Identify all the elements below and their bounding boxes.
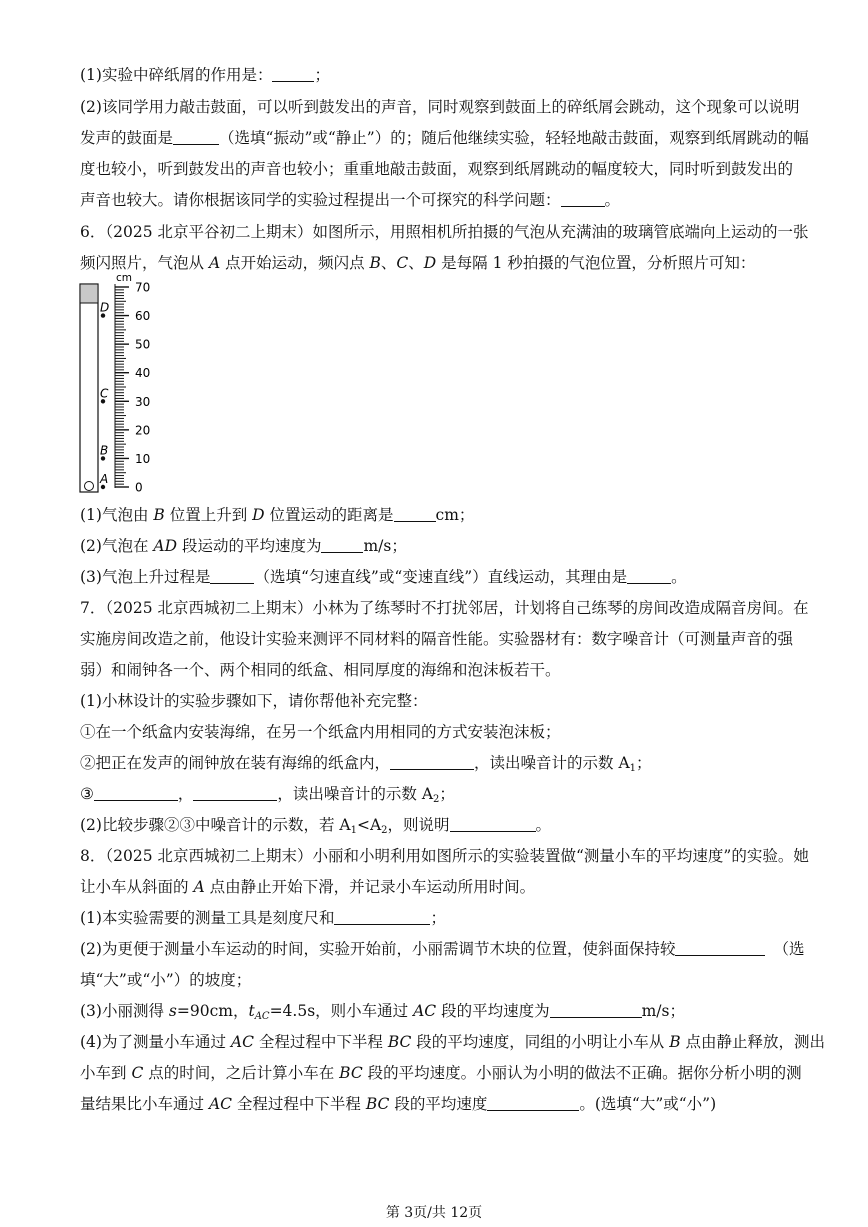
text: (1)气泡由 bbox=[80, 506, 154, 524]
text: （选填“匀速直线”或“变速直线”）直线运动，其理由是 bbox=[254, 568, 628, 586]
point-label: B bbox=[369, 254, 381, 272]
answer-blank[interactable] bbox=[390, 754, 474, 770]
text: 、 bbox=[408, 254, 424, 272]
answer-blank[interactable] bbox=[550, 1002, 642, 1018]
text: ； bbox=[439, 785, 455, 803]
answer-blank[interactable] bbox=[627, 568, 671, 584]
q8-sub2-line1 bbox=[80, 939, 804, 959]
q7-step1: ①在一个纸盒内安装海绵，在另一个纸盒内用相同的方式安装泡沫板； bbox=[80, 723, 561, 741]
ruler-tick-label: 70 bbox=[135, 280, 151, 295]
text: m/s； bbox=[363, 537, 407, 555]
ruler-tick-label: 30 bbox=[135, 394, 151, 409]
text: 小车到 bbox=[80, 1064, 132, 1082]
q6-stem-line2 bbox=[80, 253, 755, 273]
q5-part2-line1: (2)该同学用力敲击鼓面，可以听到鼓发出的声音，同时观察到鼓面上的碎纸屑会跳动，这个现象可以说明 bbox=[80, 98, 800, 116]
answer-blank[interactable] bbox=[675, 940, 765, 956]
text: ； bbox=[430, 909, 446, 927]
answer-blank[interactable] bbox=[272, 66, 314, 82]
text: (4)为了测量小车通过 bbox=[80, 1033, 231, 1051]
answer-blank[interactable] bbox=[94, 785, 178, 801]
text: 段的平均速度为 bbox=[436, 1002, 550, 1020]
ruler-tick-label: 10 bbox=[135, 451, 151, 466]
q6-sub2 bbox=[80, 536, 407, 556]
q8-stem-line2 bbox=[80, 877, 535, 897]
q6-sub1 bbox=[80, 505, 474, 525]
bubble-tube-figure bbox=[70, 266, 180, 496]
text: <A bbox=[356, 816, 382, 834]
segment-label: BC bbox=[339, 1064, 363, 1082]
point-label: B bbox=[153, 506, 165, 524]
point-label: A bbox=[208, 254, 221, 272]
glass-tube bbox=[80, 284, 98, 492]
q7-stem-line2: 实施房间改造之前，他设计实验来测评不同材料的隔音性能。实验器材有：数字噪音计（可测量声音的强 bbox=[80, 630, 794, 648]
subscript: AC bbox=[254, 1011, 270, 1022]
point-label: C bbox=[396, 254, 409, 272]
q8-sub4-line2 bbox=[80, 1063, 802, 1083]
text: 发声的鼓面是 bbox=[80, 129, 174, 147]
ruler-tick-label: 60 bbox=[135, 309, 151, 324]
point-label: A bbox=[193, 878, 205, 896]
text: 。(选填“大”或“小”) bbox=[579, 1095, 717, 1113]
text: 点开始运动，频闪点 bbox=[220, 254, 370, 272]
segment-label: AC bbox=[208, 1095, 232, 1113]
q5-part2-line4 bbox=[80, 190, 620, 210]
text: 段的平均速度，同组的小明让小车从 bbox=[411, 1033, 670, 1051]
answer-blank[interactable] bbox=[173, 129, 219, 145]
text: m/s； bbox=[641, 1002, 685, 1020]
text: (1)本实验需要的测量工具是刻度尺和 bbox=[80, 909, 335, 927]
text: 让小车从斜面的 bbox=[80, 878, 194, 896]
text: 。 bbox=[604, 191, 621, 209]
text: 频闪照片，气泡从 bbox=[80, 254, 209, 272]
bubble-point-label: B bbox=[100, 443, 109, 458]
text: ， bbox=[177, 785, 194, 803]
q8-sub1 bbox=[80, 908, 446, 928]
text: 位置运动的距离是 bbox=[264, 506, 394, 524]
ruler-tick-label: 50 bbox=[135, 337, 151, 352]
segment-label: AD bbox=[153, 537, 178, 555]
subscript: 2 bbox=[381, 825, 388, 836]
symbol: t bbox=[248, 1002, 255, 1020]
subscript: 1 bbox=[350, 825, 357, 836]
answer-blank[interactable] bbox=[561, 191, 605, 207]
tube-top-gray bbox=[81, 285, 98, 303]
answer-blank[interactable] bbox=[334, 909, 430, 925]
ruler-ticks bbox=[115, 287, 129, 487]
ruler-tick-label: 0 bbox=[135, 480, 143, 495]
text: 是每隔 1 秒拍摄的气泡位置，分析照片可知： bbox=[436, 254, 756, 272]
subscript: 2 bbox=[433, 794, 440, 805]
q7-step2 bbox=[80, 753, 652, 773]
subscript: 1 bbox=[629, 763, 637, 774]
symbol: s bbox=[168, 1002, 177, 1020]
segment-label: AC bbox=[413, 1002, 437, 1020]
q5-part1-end: ； bbox=[314, 66, 330, 84]
text: ，则说明 bbox=[387, 816, 450, 834]
q7-part1: (1)小林设计的实验步骤如下，请你帮他补充完整： bbox=[80, 692, 428, 710]
segment-label: AC bbox=[230, 1033, 254, 1051]
bubble-point-label: A bbox=[100, 472, 109, 486]
q8-sub3 bbox=[80, 1001, 685, 1021]
text: （选 bbox=[773, 940, 805, 958]
text: ； bbox=[636, 754, 652, 772]
text: 全程过程中下半程 bbox=[253, 1033, 388, 1051]
q8-stem-line1: 8．（2025 北京西城初二上期末）小丽和小明利用如图所示的实验装置做“测量小车的平均速度”的实验。她 bbox=[80, 847, 809, 865]
q5-part1 bbox=[80, 65, 330, 85]
text: (3)气泡上升过程是 bbox=[80, 568, 211, 586]
ruler-labels bbox=[135, 281, 150, 495]
text: 点由静止开始下滑，并记录小车运动所用时间。 bbox=[204, 878, 536, 896]
text: 段的平均速度。小丽认为小明的做法不正确。据你分析小明的测 bbox=[362, 1064, 802, 1082]
text: 段的平均速度 bbox=[389, 1095, 488, 1113]
text: (3)小丽测得 bbox=[80, 1002, 169, 1020]
q5-part2-line3: 度也较小，听到鼓发出的声音也较小；重重地敲击鼓面，观察到纸屑跳动的幅度较大，同时听到鼓发出的 bbox=[80, 160, 794, 178]
text: 位置上升到 bbox=[164, 506, 253, 524]
q7-stem-line3: 弱）和闹钟各一个、两个相同的纸盒、相同厚度的海绵和泡沫板若干。 bbox=[80, 661, 561, 679]
q7-stem-line1: 7．（2025 北京西城初二上期末）小林为了练琴时不打扰邻居，计划将自己练琴的房间改造成隔音房间。在 bbox=[80, 599, 809, 617]
q7-part2 bbox=[80, 815, 551, 835]
text: (2)比较步骤②③中噪音计的示数，若 A bbox=[80, 816, 351, 834]
text: 量结果比小车通过 bbox=[80, 1095, 209, 1113]
text: 。 bbox=[535, 816, 552, 834]
q5-part1-text: (1)实验中碎纸屑的作用是： bbox=[80, 66, 273, 84]
text: cm； bbox=[435, 506, 475, 524]
q8-sub4-line3 bbox=[80, 1094, 716, 1114]
q7-step3 bbox=[80, 784, 455, 804]
q6-sub3 bbox=[80, 567, 687, 587]
text: 、 bbox=[380, 254, 397, 272]
answer-blank[interactable] bbox=[193, 785, 277, 801]
text: ②把正在发声的闹钟放在装有海绵的纸盒内， bbox=[80, 754, 391, 772]
text: 声音也较大。请你根据该同学的实验过程提出一个可探究的科学问题： bbox=[80, 191, 561, 209]
text: （选填“振动”或“静止”）的；随后他继续实验，轻轻地敲击鼓面，观察到纸屑跳动的幅 bbox=[219, 129, 809, 147]
text: 。 bbox=[671, 568, 687, 586]
segment-label: BC bbox=[365, 1095, 390, 1113]
text: ，读出噪音计的示数 A bbox=[277, 785, 434, 803]
text: ，读出噪音计的示数 A bbox=[474, 754, 630, 772]
point-label: B bbox=[669, 1033, 681, 1051]
text: 点由静止释放，测出 bbox=[680, 1033, 826, 1051]
text: ③ bbox=[80, 785, 94, 803]
q8-sub4-line1 bbox=[80, 1032, 825, 1052]
answer-blank[interactable] bbox=[321, 537, 363, 553]
bubble-point-label: D bbox=[100, 300, 110, 315]
bubble-point-label: C bbox=[100, 386, 109, 401]
point-label: D bbox=[423, 254, 437, 272]
q6-stem-line1: 6．（2025 北京平谷初二上期末）如图所示，用照相机所拍摄的气泡从充满油的玻璃管底端向上运动的一张 bbox=[80, 223, 809, 241]
ruler-tick-label: 40 bbox=[135, 366, 151, 381]
answer-blank[interactable] bbox=[450, 816, 536, 832]
segment-label: BC bbox=[387, 1033, 412, 1051]
text: 段运动的平均速度为 bbox=[177, 537, 322, 555]
point-label: C bbox=[131, 1064, 144, 1082]
answer-blank[interactable] bbox=[210, 568, 254, 584]
answer-blank[interactable] bbox=[394, 506, 436, 522]
q8-sub2-line2: 填“大”或“小”）的坡度； bbox=[80, 971, 252, 989]
text: =4.5s，则小车通过 bbox=[269, 1002, 414, 1020]
bubble-points bbox=[99, 301, 109, 490]
answer-blank[interactable] bbox=[487, 1095, 579, 1111]
point-label: D bbox=[252, 506, 265, 524]
text: (2)气泡在 bbox=[80, 537, 154, 555]
page-footer: 第 3页/共 12页 bbox=[385, 1205, 483, 1221]
text: 全程过程中下半程 bbox=[232, 1095, 366, 1113]
unit-label: cm bbox=[116, 272, 133, 284]
ruler-tick-label: 20 bbox=[135, 423, 151, 438]
text: (2)为更便于测量小车运动的时间，实验开始前，小丽需调节木块的位置，使斜面保持较 bbox=[80, 940, 676, 958]
q5-part2-line2 bbox=[80, 128, 809, 148]
text: =90cm， bbox=[176, 1002, 249, 1020]
text: 点的时间，之后计算小车在 bbox=[143, 1064, 340, 1082]
